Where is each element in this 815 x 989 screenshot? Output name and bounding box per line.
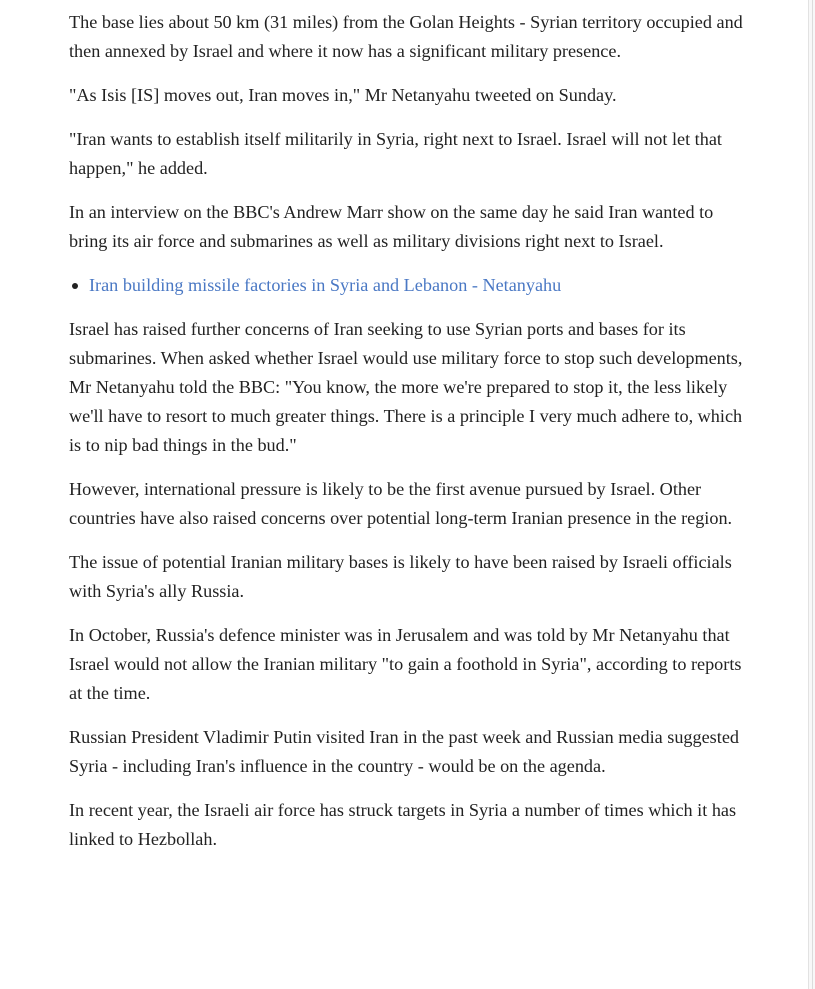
article-paragraph: The issue of potential Iranian military bases is likely to have been raised by Israeli officials with Syria's ally Russia.: [69, 552, 732, 601]
article-paragraph: However, international pressure is likely to be the first avenue pursued by Israel. Other countries have also raised concerns over potential long-term Iranian presence in the region.: [69, 479, 733, 528]
article-paragraph: In October, Russia's defence minister was in Jerusalem and was told by Mr Netanyahu that Israel would not allow the Iranian military "to gain a foothold in Syria", according to reports at the time.: [69, 625, 742, 703]
scrollbar-track[interactable]: [812, 0, 813, 989]
related-links-list: [69, 271, 756, 300]
article-paragraph: Russian President Vladimir Putin visited Iran in the past week and Russian media suggested Syria - including Iran's influence in the country - would be on the agenda.: [69, 727, 739, 776]
article-paragraph: "Iran wants to establish itself militarily in Syria, right next to Israel. Israel will not let that happen," he added.: [69, 129, 722, 178]
article-paragraph: In recent year, the Israeli air force has struck targets in Syria a number of times which it has linked to Hezbollah.: [69, 800, 737, 849]
article-paragraph: The base lies about 50 km (31 miles) from the Golan Heights - Syrian territory occupied and then annexed by Israel and where it now has a significant military presence.: [69, 12, 743, 61]
scrollbar-track-edge: [808, 0, 809, 989]
article-paragraph: "As Isis [IS] moves out, Iran moves in," Mr Netanyahu tweeted on Sunday.: [69, 85, 617, 105]
article-paragraph: Israel has raised further concerns of Iran seeking to use Syrian ports and bases for its submarines. When asked whether Israel would use military force to stop such developments, Mr Netanyahu told the BBC: "You know, the more we're prepared to stop it, the less likely we'll have to resort to much greater things. There is a principle I very much adhere to, which is to nip bad things in the bud.": [69, 319, 743, 455]
related-link-item: [89, 271, 756, 300]
article-paragraph: In an interview on the BBC's Andrew Marr show on the same day he said Iran wanted to bring its air force and submarines as well as military divisions right next to Israel.: [69, 202, 714, 251]
related-link-iran-missile-factories[interactable]: Iran building missile factories in Syria and Lebanon - Netanyahu: [89, 275, 562, 295]
bullet-icon: [72, 283, 78, 289]
